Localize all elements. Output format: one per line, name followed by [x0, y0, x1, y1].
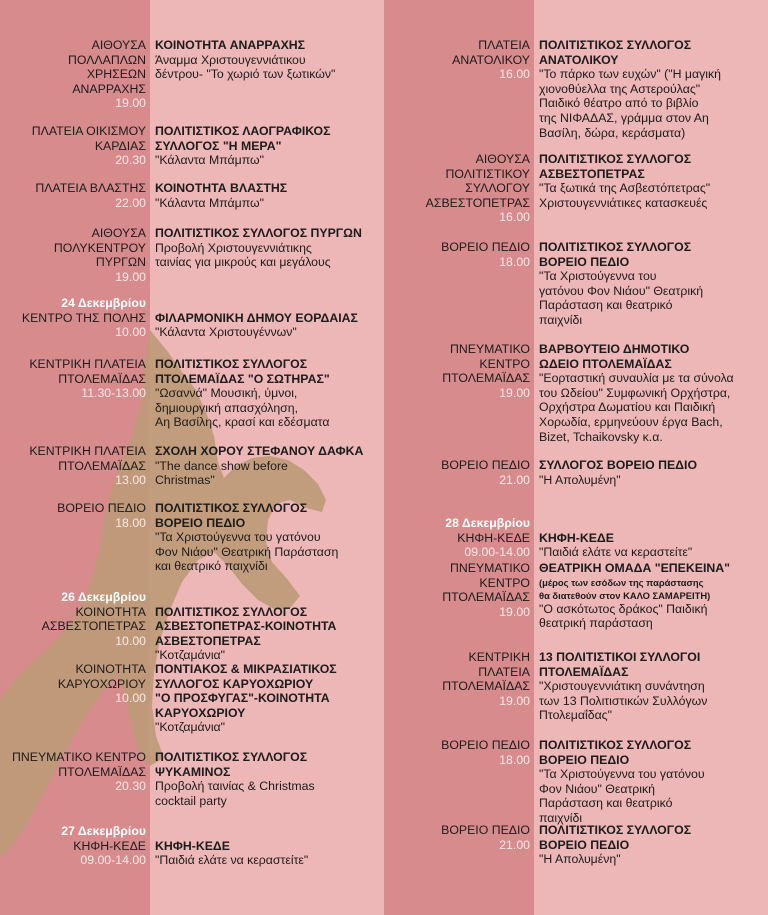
event-venue-line: ΠΟΛΛΑΠΛΩΝ	[67, 52, 146, 67]
organizer-name: ΒΑΡΒΟΥΤΕΙΟ ΔΗΜΟΤΙΚΟ	[539, 342, 690, 356]
event-description: Christmas"	[155, 473, 215, 488]
event-description: "Κάλαντα Μπάμπω"	[155, 153, 264, 168]
event-time: 18.00	[115, 515, 146, 530]
event-venue-line: ΠΥΡΓΩΝ	[95, 255, 146, 270]
organizer-name: ΠΤΟΛΕΜΑΪΔΑΣ	[539, 664, 629, 679]
organizer-note: θα διατεθούν στον ΚΑΛΟ ΣΑΜΑΡΕΙΤΗ)	[539, 589, 711, 601]
organizer-name: ΘΕΑΤΡΙΚΗ ΟΜΑΔΑ "ΕΠΕΚΕΙΝΑ"	[539, 561, 730, 575]
event-time: 18.00	[499, 254, 530, 269]
event-details-block	[155, 226, 380, 270]
event-details-block	[539, 38, 767, 140]
event-venue-line: ΚΕΝΤΡΙΚΗ	[468, 650, 530, 664]
event-description: cocktail party	[155, 793, 227, 808]
event-time: 09.00-14.00	[80, 853, 146, 868]
event-venue-line: ΚΕΝΤΡΟ	[479, 356, 530, 371]
event-description: δέντρου- "Το χωριό των ξωτικών"	[155, 67, 336, 82]
event-date: 26 Δεκεμβρίου	[61, 590, 146, 604]
event-description: Παράσταση και θεατρικό	[539, 796, 673, 811]
event-description: Προβολή ταινίας & Christmas	[155, 779, 315, 794]
event-venue-line: ΠΤΟΛΕΜΑΪΔΑΣ	[58, 458, 146, 473]
event-description: "Τα ξωτικά της Ασβεστόπετρας"	[539, 181, 711, 196]
event-details-block	[155, 124, 380, 168]
event-time: 19.00	[115, 96, 146, 111]
event-venue-line: ΚΟΙΝΟΤΗΤΑ	[75, 662, 146, 676]
event-location-block	[442, 342, 530, 400]
event-description: "Ο ασκότωτος δράκος" Παιδική	[539, 601, 708, 616]
event-time: 09.00-14.00	[464, 545, 530, 560]
event-location-block	[58, 662, 146, 706]
date-spacer	[155, 824, 380, 839]
date-spacer	[155, 590, 380, 605]
event-venue-line: ΠΛΑΤΕΙΑ	[478, 38, 530, 52]
event-venue-line: ΑΙΘΟΥΣΑ	[91, 38, 146, 52]
organizer-name: ΣΥΛΛΟΓΟΣ "Η ΜΕΡΑ"	[155, 138, 282, 153]
organizer-name: ΩΔΕΙΟ ΠΤΟΛΕΜΑΪΔΑΣ	[539, 356, 672, 371]
organizer-name: ΠΟΛΙΤΙΣΤΙΚΟΣ ΣΥΛΛΟΓΟΣ	[539, 738, 692, 752]
event-description: Χριστουγεννιάτικες κατασκευές	[539, 195, 708, 210]
event-description: Φον Νιάου" Θεατρική	[539, 781, 656, 796]
date-spacer	[539, 516, 767, 531]
event-description: "Παιδιά ελάτε να κεραστείτε"	[155, 853, 309, 868]
organizer-name: ΑΣΒΕΣΤΟΠΕΤΡΑΣ	[155, 633, 261, 648]
event-description: "Το πάρκο των ευχών" ("Η μαγική	[539, 67, 721, 82]
event-details-block	[539, 152, 767, 210]
organizer-name: ΠΟΛΙΤΙΣΤΙΚΟΣ ΣΥΛΛΟΓΟΣ	[539, 152, 692, 166]
organizer-name: ΠΟΛΙΤΙΣΤΙΚΟΣ ΣΥΛΛΟΓΟΣ	[155, 357, 308, 371]
organizer-name: ΚΟΙΝΟΤΗΤΑ ΑΝΑΡΡΑΧΗΣ	[155, 38, 306, 52]
event-venue-line: ΠΤΟΛΕΜΑΪΔΑΣ	[442, 679, 530, 694]
event-description: Παράσταση και θεατρικό	[539, 298, 673, 313]
event-description: Άναμμα Χριστουγεννιάτικου	[155, 52, 306, 67]
event-venue-line: ΒΟΡΕΙΟ ΠΕΔΙΟ	[441, 240, 530, 254]
event-date: 27 Δεκεμβρίου	[61, 824, 146, 838]
event-venue-line: ΠΛΑΤΕΙΑ ΒΛΑΣΤΗΣ	[35, 181, 146, 195]
event-venue-line: ΚΑΡΥΟΧΩΡΙΟΥ	[57, 676, 146, 691]
event-time: 19.00	[115, 269, 146, 284]
event-venue-line: ΣΥΛΛΟΓΟΥ	[465, 181, 530, 196]
event-description: "Ωσαννά" Μουσική, ύμνοι,	[155, 386, 298, 401]
event-location-block	[441, 823, 530, 852]
event-time: 22.00	[115, 195, 146, 210]
event-venue-line: ΠΤΟΛΕΜΑΪΔΑΣ	[442, 590, 530, 605]
event-details-block	[539, 342, 767, 444]
event-description: Ορχήστρα Δωματίου και Παιδική	[539, 400, 716, 415]
organizer-name: ΒΟΡΕΙΟ ΠΕΔΙΟ	[155, 515, 246, 530]
event-description: Πτολεμαΐδας"	[539, 708, 612, 723]
event-venue-line: ΑΣΒΕΣΤΟΠΕΤΡΑΣ	[425, 195, 530, 210]
organizer-name: ΠΟΛΙΤΙΣΤΙΚΟΣ ΣΥΛΛΟΓΟΣ	[539, 38, 692, 52]
event-description: Φον Νιάου" Θεατρική Παράσταση	[155, 544, 339, 559]
organizer-name: ΠΟΛΙΤΙΣΤΙΚΟΣ ΛΑΟΓΡΑΦΙΚΟΣ	[155, 124, 331, 138]
event-description: "Παιδιά ελάτε να κεραστείτε"	[539, 545, 693, 560]
organizer-name: ΑΣΒΕΣΤΟΠΕΤΡΑΣ	[539, 166, 645, 181]
organizer-name: ΠΤΟΛΕΜΑΪΔΑΣ "Ο ΣΩΤΗΡΑΣ"	[155, 371, 330, 386]
event-details-block	[539, 561, 767, 631]
event-description: Προβολή Χριστουγεννιάτικης	[155, 240, 312, 255]
event-details-block	[155, 662, 380, 735]
organizer-name: ΚΟΙΝΟΤΗΤΑ ΒΛΑΣΤΗΣ	[155, 181, 288, 195]
event-description: της ΝΙΦΑΔΑΣ, γράμμα στον Αη	[539, 110, 709, 125]
date-spacer	[155, 296, 380, 311]
organizer-name: ΨΥΚΑΜΙΝΟΣ	[155, 764, 231, 779]
event-description: "Η Απολυμένη"	[539, 472, 621, 487]
event-venue-line: ΠΤΟΛΕΜΑΪΔΑΣ	[58, 764, 146, 779]
event-location-block	[22, 296, 146, 340]
event-description: "Κοτζαμάνια"	[155, 720, 226, 735]
event-description: "Κοτζαμάνια"	[155, 648, 226, 663]
event-location-block	[29, 357, 146, 401]
event-details-block	[539, 738, 767, 826]
organizer-note: (μέρος των εσόδων της παράστασης	[539, 576, 704, 588]
event-description: ταινίας για μικρούς και μεγάλους	[155, 255, 331, 270]
event-description: του Ωδείου" Συμφωνική Ορχήστρα,	[539, 385, 731, 400]
event-location-block	[61, 824, 146, 868]
event-description: Χορωδία, ερμηνεύουν έργα Bach,	[539, 414, 723, 429]
organizer-name: ΠΟΛΙΤΙΣΤΙΚΟΣ ΣΥΛΛΟΓΟΣ	[155, 604, 308, 619]
event-details-block	[155, 501, 380, 574]
event-date: 24 Δεκεμβρίου	[61, 296, 146, 310]
organizer-name: ΒΟΡΕΙΟ ΠΕΔΙΟ	[539, 752, 630, 767]
event-time: 18.00	[499, 752, 530, 767]
event-location-block	[442, 650, 530, 708]
event-description: Βασίλη, δώρα, κεράσματα)	[539, 125, 686, 140]
event-time: 10.00	[115, 691, 146, 706]
event-location-block	[452, 38, 530, 82]
event-location-block	[32, 124, 146, 168]
event-venue-line: ΑΝΑΡΡΑΧΗΣ	[72, 81, 146, 96]
event-description: δημιουργική απασχόληση,	[155, 400, 299, 415]
event-venue-line: ΠΝΕΥΜΑΤΙΚΟ ΚΕΝΤΡΟ	[12, 750, 146, 764]
organizer-name: ΑΝΑΤΟΛΙΚΟΥ	[539, 52, 619, 67]
organizer-name: ΠΟΛΙΤΙΣΤΙΚΟΣ ΣΥΛΛΟΓΟΣ	[155, 750, 308, 764]
event-venue-line: ΑΙΘΟΥΣΑ	[475, 152, 530, 166]
organizer-name: ΠΟΛΙΤΙΣΤΙΚΟΣ ΣΥΛΛΟΓΟΣ	[539, 823, 692, 837]
organizer-name: ΚΗΦΗ-ΚΕΔΕ	[155, 838, 230, 853]
event-location-block	[57, 501, 146, 530]
event-venue-line: ΒΟΡΕΙΟ ΠΕΔΙΟ	[441, 823, 530, 837]
event-description: παιχνίδι	[539, 312, 583, 327]
event-details-block	[539, 650, 767, 723]
event-venue-line: ΚΕΝΤΡΙΚΗ ΠΛΑΤΕΙΑ	[29, 444, 146, 458]
event-venue-line: ΚΗΦΗ-ΚΕΔΕ	[73, 838, 146, 853]
event-location-block	[12, 750, 146, 794]
event-details-block	[155, 444, 380, 488]
event-location-block	[441, 458, 530, 487]
organizer-name: ΦΙΛΑΡΜΟΝΙΚΗ ΔΗΜΟΥ ΕΟΡΔΑΙΑΣ	[155, 310, 358, 325]
organizer-name: ΣΥΛΛΟΓΟΣ ΒΟΡΕΙΟ ΠΕΔΙΟ	[539, 458, 698, 472]
event-time: 19.00	[499, 693, 530, 708]
event-description: "Τα Χριστούγεννα του γατόνου	[155, 530, 321, 545]
event-description: "Κάλαντα Μπάμπω"	[155, 195, 264, 210]
event-venue-line: ΒΟΡΕΙΟ ΠΕΔΙΟ	[441, 458, 530, 472]
event-location-block	[441, 738, 530, 767]
organizer-name: ΣΧΟΛΗ ΧΟΡΟΥ ΣΤΕΦΑΝΟΥ ΔΑΦΚΑ	[155, 444, 364, 458]
organizer-name: ΠΟΛΙΤΙΣΤΙΚΟΣ ΣΥΛΛΟΓΟΣ ΠΥΡΓΩΝ	[155, 226, 362, 240]
event-description: των 13 Πολιτιστικών Συλλόγων	[539, 693, 708, 708]
event-description: "Τα Χριστούγεννα του γατόνου	[539, 767, 705, 782]
event-details-block	[539, 516, 767, 560]
event-time: 21.00	[499, 837, 530, 852]
event-venue-line: ΠΤΟΛΕΜΑΪΔΑΣ	[58, 371, 146, 386]
event-description: Παιδικό θέατρο από το βιβλίο	[539, 96, 699, 111]
event-location-block	[426, 152, 530, 225]
event-location-block	[54, 226, 146, 284]
event-description: Αη Βασίλης, κρασί και εδέσματα	[155, 415, 330, 430]
event-time: 20.30	[115, 153, 146, 168]
event-time: 11.30-13.00	[81, 386, 146, 401]
event-location-block	[35, 181, 146, 210]
organizer-name: ΒΟΡΕΙΟ ΠΕΔΙΟ	[539, 254, 630, 269]
event-description: Bizet, Tchaikovsky κ.α.	[539, 429, 663, 444]
organizer-name: ΚΗΦΗ-ΚΕΔΕ	[539, 530, 614, 545]
event-details-block	[155, 38, 380, 82]
event-venue-line: ΒΟΡΕΙΟ ΠΕΔΙΟ	[57, 501, 146, 515]
event-venue-line: ΑΣΒΕΣΤΟΠΕΤΡΑΣ	[41, 619, 146, 634]
event-time: 16.00	[499, 67, 530, 82]
event-details-block	[155, 181, 380, 210]
organizer-name: ΣΥΛΛΟΓΟΣ ΚΑΡΥΟΧΩΡΙΟΥ	[155, 676, 314, 691]
event-details-block	[155, 357, 380, 430]
event-details-block	[155, 824, 380, 868]
event-time: 21.00	[499, 472, 530, 487]
event-date: 28 Δεκεμβρίου	[445, 516, 530, 530]
event-description: γατόνου Φον Νιάου" Θεατρική	[539, 283, 704, 298]
event-description: "Εορταστική συναυλία με τα σύνολα	[539, 371, 734, 386]
event-venue-line: ΠΛΑΤΕΙΑ	[478, 664, 530, 679]
event-time: 20.30	[115, 779, 146, 794]
event-location-block	[445, 516, 530, 560]
event-venue-line: ΑΙΘΟΥΣΑ	[91, 226, 146, 240]
event-description: "Η Απολυμένη"	[539, 852, 621, 867]
organizer-name: ΠΟΛΙΤΙΣΤΙΚΟΣ ΣΥΛΛΟΓΟΣ	[155, 501, 308, 515]
event-location-block	[68, 38, 146, 111]
event-time: 16.00	[499, 210, 530, 225]
event-description: "The dance show before	[155, 458, 288, 473]
event-details-block	[539, 240, 767, 328]
event-description: "Τα Χριστούγεννα του	[539, 269, 657, 284]
organizer-name: "Ο ΠΡΟΣΦΥΓΑΣ"-ΚΟΙΝΟΤΗΤΑ	[155, 691, 330, 706]
event-details-block	[539, 823, 767, 867]
event-venue-line: ΒΟΡΕΙΟ ΠΕΔΙΟ	[441, 738, 530, 752]
event-description: "Χριστουγεννιάτικη συνάντηση	[539, 679, 705, 694]
event-venue-line: ΚΕΝΤΡΟ	[479, 575, 530, 590]
event-details-block	[539, 458, 767, 487]
event-venue-line: ΚΗΦΗ-ΚΕΔΕ	[457, 530, 530, 545]
event-time: 10.00	[115, 633, 146, 648]
organizer-name: ΠΟΛΙΤΙΣΤΙΚΟΣ ΣΥΛΛΟΓΟΣ	[539, 240, 692, 254]
event-venue-line: ΚΟΙΝΟΤΗΤΑ	[75, 604, 146, 619]
event-details-block	[155, 590, 380, 663]
event-venue-line: ΠΝΕΥΜΑΤΙΚΟ	[449, 561, 530, 575]
event-location-block	[442, 561, 530, 619]
event-location-block	[42, 590, 146, 648]
event-venue-line: ΠΛΑΤΕΙΑ ΟΙΚΙΣΜΟΥ	[31, 124, 146, 138]
event-time: 19.00	[499, 604, 530, 619]
event-venue-line: ΠΝΕΥΜΑΤΙΚΟ	[449, 342, 530, 356]
event-location-block	[441, 240, 530, 269]
event-venue-line: ΠΤΟΛΕΜΑΪΔΑΣ	[442, 371, 530, 386]
event-venue-line: ΠΟΛΙΤΙΣΤΙΚΟΥ	[445, 166, 530, 181]
event-details-block	[155, 750, 380, 808]
event-time: 13.00	[115, 473, 146, 488]
event-time: 19.00	[499, 385, 530, 400]
organizer-name: ΠΟΝΤΙΑΚΟΣ & ΜΙΚΡΑΣΙΑΤΙΚΟΣ	[155, 662, 337, 676]
organizer-name: ΑΣΒΕΣΤΟΠΕΤΡΑΣ-ΚΟΙΝΟΤΗΤΑ	[155, 619, 337, 634]
event-venue-line: ΑΝΑΤΟΛΙΚΟΥ	[452, 52, 530, 67]
event-venue-line: ΠΟΛΥΚΕΝΤΡΟΥ	[53, 240, 146, 255]
event-location-block	[29, 444, 146, 488]
event-description: θεατρική παράσταση	[539, 616, 653, 631]
event-description: χιονοθύελλα της Αστερούλας"	[539, 81, 701, 96]
event-venue-line: ΚΕΝΤΡΟ ΤΗΣ ΠΟΛΗΣ	[21, 310, 146, 325]
event-venue-line: ΚΕΝΤΡΙΚΗ ΠΛΑΤΕΙΑ	[29, 357, 146, 371]
event-description: και θεατρικό παιχνίδι	[155, 559, 268, 574]
event-venue-line: ΧΡΗΣΕΩΝ	[86, 67, 146, 82]
organizer-name: 13 ΠΟΛΙΤΙΣΤΙΚΟΙ ΣΥΛΛΟΓΟΙ	[539, 650, 701, 664]
organizer-name: ΒΟΡΕΙΟ ΠΕΔΙΟ	[539, 837, 630, 852]
event-venue-line: ΚΑΡΔΙΑΣ	[94, 138, 146, 153]
organizer-name: ΚΑΡΥΟΧΩΡΙΟΥ	[155, 705, 246, 720]
event-description: "Κάλαντα Χριστουγέννων"	[155, 325, 297, 340]
event-time: 10.00	[115, 325, 146, 340]
event-details-block	[155, 296, 380, 340]
event-description: παιχνίδι	[539, 810, 583, 825]
